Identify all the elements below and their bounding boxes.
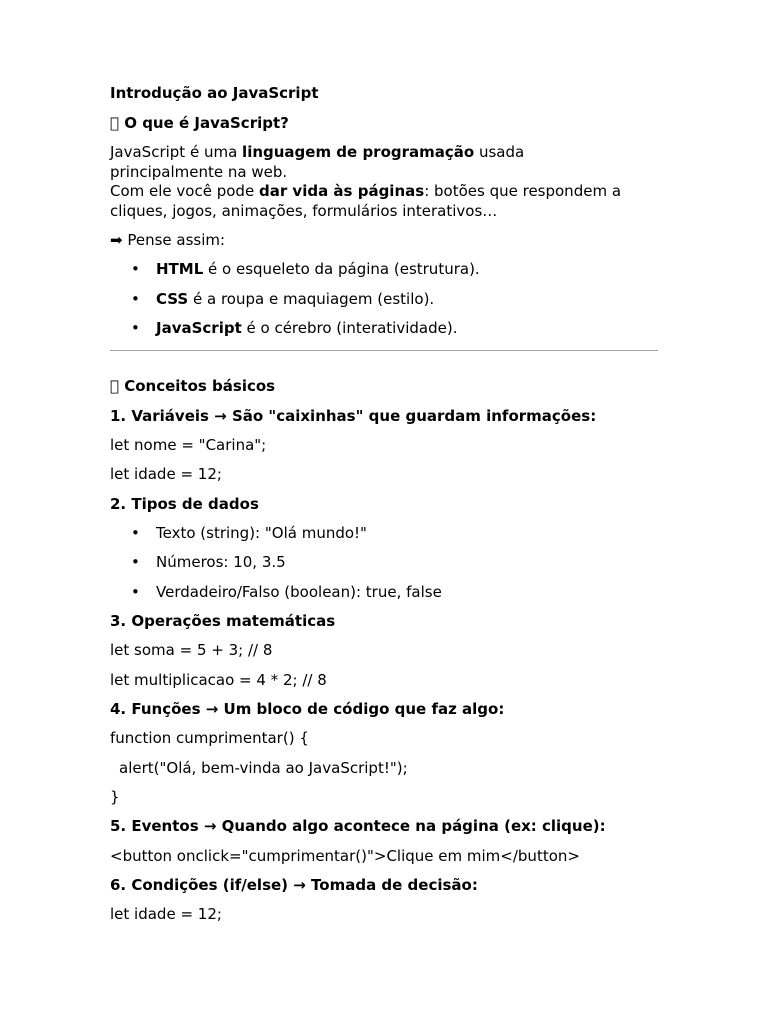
list-item bbox=[131, 260, 480, 280]
heading-basic-concepts:   Conceitos básicos bbox=[110, 377, 276, 395]
list-item bbox=[131, 553, 286, 573]
intro-bold: dar vida às páginas bbox=[258, 182, 425, 200]
bullet-icon: • bbox=[131, 260, 140, 278]
intro-text: principalmente na web. bbox=[110, 162, 288, 181]
section-heading: 2. Tipos de dados bbox=[110, 495, 259, 513]
list-item bbox=[131, 583, 442, 603]
intro-text: usada bbox=[474, 143, 525, 161]
intro-bold: linguagem de programação bbox=[242, 143, 475, 161]
item-text: Texto (string): "Olá mundo!" bbox=[156, 524, 367, 542]
intro-text: : botões que respondem a bbox=[424, 182, 622, 200]
section-heading: 1. Variáveis → São "caixinhas" que guardam informações: bbox=[110, 407, 597, 425]
heading-what-is-js:   O que é JavaScript? bbox=[110, 114, 289, 132]
doc-title: Introdução ao JavaScript bbox=[110, 84, 319, 102]
code-line: let nome = "Carina"; bbox=[110, 436, 267, 454]
horizontal-divider bbox=[110, 350, 658, 351]
item-text: é a roupa e maquiagem (estilo). bbox=[188, 290, 435, 308]
item-bold: CSS bbox=[156, 290, 189, 308]
item-bold: HTML bbox=[156, 260, 204, 278]
section-heading: 6. Condições (if/else) → Tomada de decisão: bbox=[110, 876, 478, 894]
section-heading: 4. Funções → Um bloco de código que faz algo: bbox=[110, 700, 505, 718]
intro-text: Com ele você pode bbox=[110, 182, 259, 200]
bullet-icon: • bbox=[131, 319, 140, 337]
section-heading: 3. Operações matemáticas bbox=[110, 612, 336, 630]
bullet-icon: • bbox=[131, 583, 140, 601]
item-text: Verdadeiro/Falso (boolean): true, false bbox=[156, 583, 442, 601]
list-item bbox=[131, 290, 434, 310]
list-item bbox=[131, 319, 457, 339]
list-item bbox=[131, 524, 367, 544]
code-line: <button onclick="cumprimentar()">Clique em mim</button> bbox=[110, 847, 580, 865]
item-text: é o esqueleto da página (estrutura). bbox=[203, 260, 480, 278]
code-line: let soma = 5 + 3; // 8 bbox=[110, 641, 273, 659]
code-line: alert("Olá, bem-vinda ao JavaScript!"); bbox=[119, 759, 408, 777]
item-text: é o cérebro (interatividade). bbox=[241, 319, 458, 337]
bullet-icon: • bbox=[131, 553, 140, 571]
code-line: let idade = 12; bbox=[110, 905, 222, 923]
section-heading: 5. Eventos → Quando algo acontece na página (ex: clique): bbox=[110, 817, 606, 835]
bullet-icon: • bbox=[131, 290, 140, 308]
intro-paragraph bbox=[110, 143, 621, 221]
intro-text: JavaScript é uma bbox=[110, 143, 243, 161]
code-line: function cumprimentar() { bbox=[110, 729, 309, 747]
item-bold: JavaScript bbox=[156, 319, 242, 337]
code-line: let multiplicacao = 4 * 2; // 8 bbox=[110, 671, 327, 689]
think-line: ➡ Pense assim: bbox=[110, 231, 226, 249]
code-line: let idade = 12; bbox=[110, 465, 222, 483]
bullet-icon: • bbox=[131, 524, 140, 542]
item-text: Números: 10, 3.5 bbox=[156, 553, 286, 571]
code-line: } bbox=[110, 788, 120, 806]
intro-text: cliques, jogos, animações, formulários interativos… bbox=[110, 201, 498, 220]
